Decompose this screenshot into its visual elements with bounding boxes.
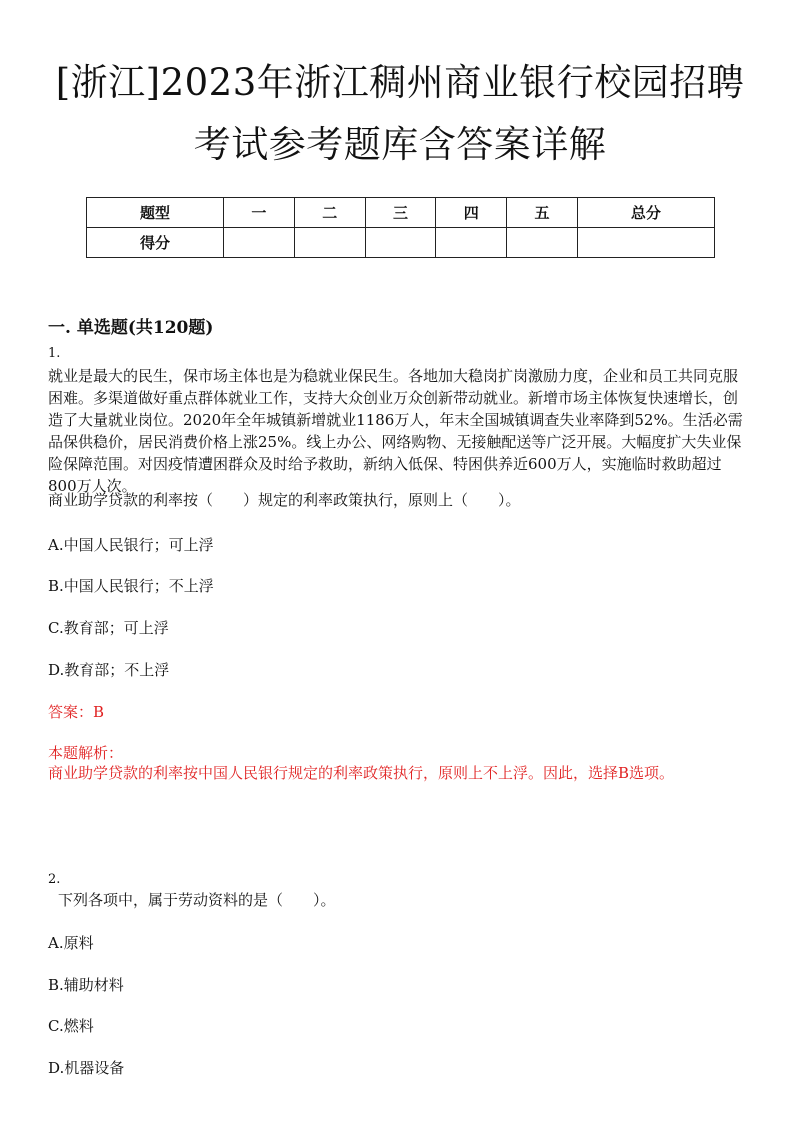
question-2-number: 2. — [48, 872, 61, 887]
score-header-cell: 总分 — [577, 198, 714, 228]
score-header-cell: 三 — [365, 198, 436, 228]
question-1-option-d: D.教育部；不上浮 — [48, 661, 170, 679]
document-title-line-2: 考试参考题库含答案详解 — [193, 123, 607, 166]
score-cell — [507, 228, 578, 258]
score-cell — [294, 228, 365, 258]
score-row-label: 得分 — [87, 228, 224, 258]
score-table-header-row — [87, 198, 715, 228]
question-1-analysis-label: 本题解析： — [48, 744, 124, 762]
question-1-option-b: B.中国人民银行；不上浮 — [48, 577, 214, 595]
section-heading: 一. 单选题(共120题) — [48, 318, 214, 338]
score-header-cell: 题型 — [87, 198, 224, 228]
score-table — [86, 197, 715, 258]
score-table-score-row — [87, 228, 715, 258]
question-1-analysis: 商业助学贷款的利率按中国人民银行规定的利率政策执行，原则上不上浮。因此，选择B选项。 — [48, 764, 675, 782]
score-cell — [436, 228, 507, 258]
score-cell — [224, 228, 295, 258]
question-1-passage: 就业是最大的民生，保市场主体也是为稳就业保民生。各地加大稳岗扩岗激励力度，企业和员工共同克服困难。多渠道做好重点群体就业工作，支持大众创业万众创新带动就业。新增市场主体恢复快速增长，创造了大量就业岗位。2020年全年城镇新增就业1186万人，年末全国城镇调查失业率降到52%。生活必需品保供稳价，居民消费价格上涨25%。线上办公、网络购物、无接触配送等广泛开展。大幅度扩大失业保险保障范围。对因疫情遭困群众及时给予救助，新纳入低保、特困供养近600万人，实施临时救助超过800万人次。 — [48, 367, 743, 495]
question-2-option-d: D.机器设备 — [48, 1059, 125, 1077]
score-cell — [577, 228, 714, 258]
score-header-cell: 四 — [436, 198, 507, 228]
question-1-answer: 答案：B — [48, 703, 105, 721]
score-header-cell: 五 — [507, 198, 578, 228]
question-1-option-a: A.中国人民银行；可上浮 — [48, 536, 214, 554]
document-title-line-1: [浙江]2023年浙江稠州商业银行校园招聘 — [55, 61, 745, 104]
score-cell — [365, 228, 436, 258]
score-header-cell: 一 — [224, 198, 295, 228]
question-2-option-a: A.原料 — [48, 934, 94, 952]
question-1-number: 1. — [48, 346, 61, 361]
score-header-cell: 二 — [294, 198, 365, 228]
question-1-stem: 商业助学贷款的利率按（ ）规定的利率政策执行，原则上（ ）。 — [48, 491, 521, 509]
question-2-stem: 下列各项中，属于劳动资料的是（ ）。 — [58, 891, 336, 909]
question-1-option-c: C.教育部；可上浮 — [48, 619, 169, 637]
question-2-option-c: C.燃料 — [48, 1017, 94, 1035]
question-2-option-b: B.辅助材料 — [48, 976, 124, 994]
